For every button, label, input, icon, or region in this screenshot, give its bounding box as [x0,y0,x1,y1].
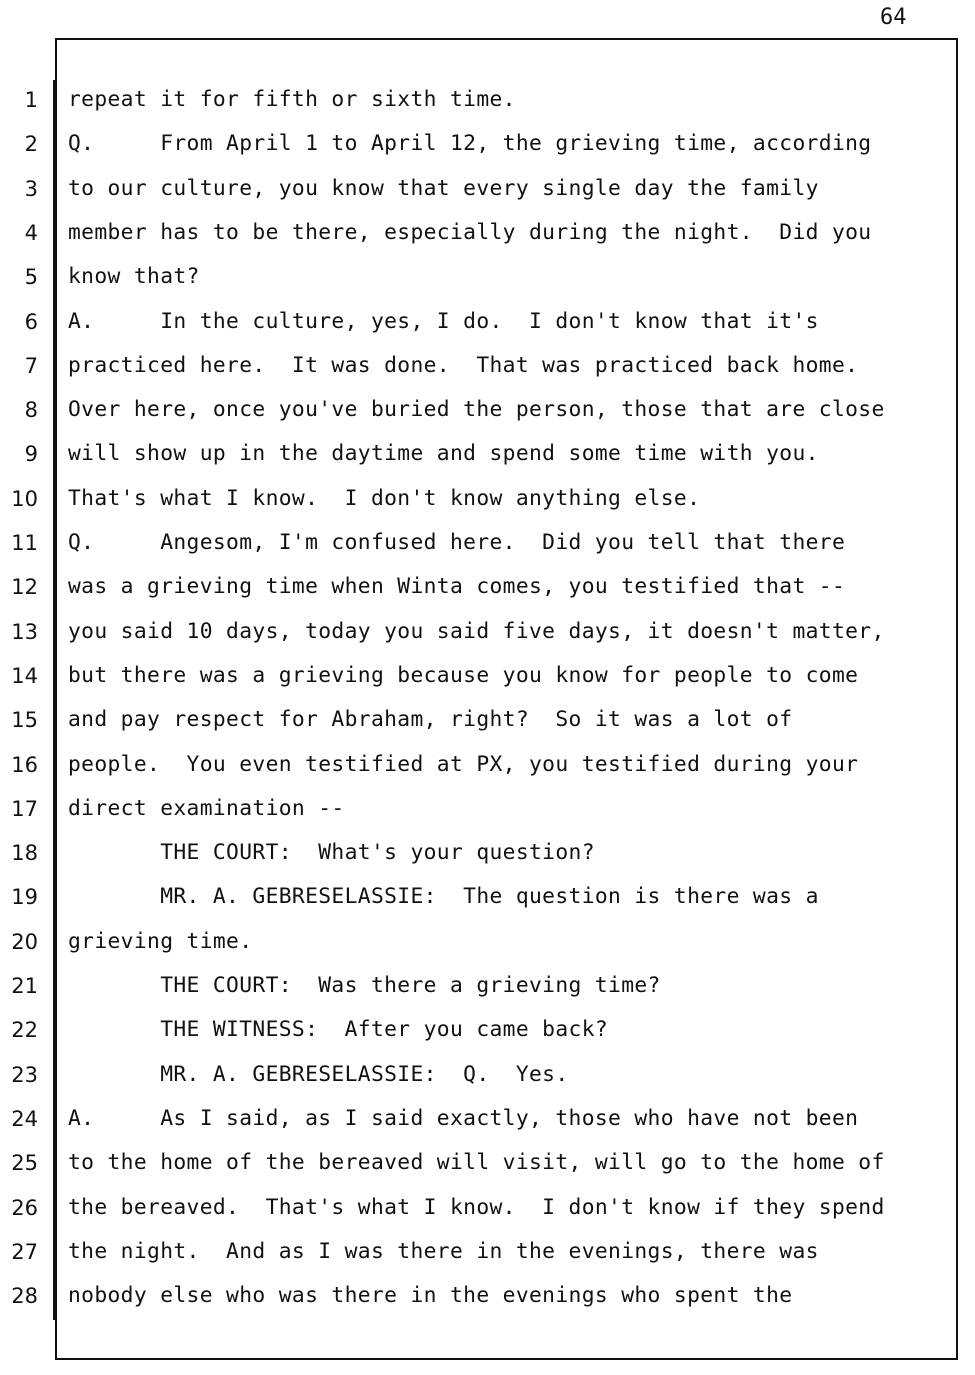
transcript-line [0,211,975,255]
line-number: 4 [24,220,38,245]
transcript-line [0,964,975,1008]
line-number: 27 [11,1239,38,1264]
line-number: 12 [11,575,38,600]
line-number: 2 [24,132,38,157]
line-number: 25 [11,1151,38,1176]
line-text: practiced here. It was done. That was practiced back home. [68,352,859,378]
line-text: Q. From April 1 to April 12, the grieving time, according [68,131,872,157]
line-text: A. In the culture, yes, I do. I don't know that it's [68,308,819,334]
transcript-line [0,875,975,919]
line-text: THE COURT: What's your question? [68,840,595,866]
transcript-line [0,920,975,964]
transcript-line [0,1141,975,1185]
line-text: MR. A. GEBRESELASSIE: The question is there was a [68,884,819,910]
line-text: nobody else who was there in the evenings who spent the [68,1283,793,1309]
line-number: 10 [11,486,38,511]
transcript-line [0,521,975,565]
line-number: 18 [11,841,38,866]
line-text: people. You even testified at PX, you testified during your [68,751,859,777]
transcript-line [0,255,975,299]
line-text: repeat it for fifth or sixth time. [68,87,516,112]
line-number: 28 [11,1284,38,1309]
transcript-line [0,565,975,609]
transcript-line [0,1008,975,1052]
transcript-line [0,1274,975,1318]
line-number: 6 [24,309,38,334]
transcript-line [0,432,975,476]
line-number: 20 [11,929,38,954]
line-number: 24 [11,1106,38,1131]
line-number: 19 [11,885,38,910]
line-text: but there was a grieving because you know for people to come [68,662,859,688]
transcript-line [0,122,975,166]
transcript-line [0,300,975,344]
line-text: the bereaved. That's what I know. I don't know if they spend [68,1194,885,1220]
line-number: 16 [11,752,38,777]
line-text: MR. A. GEBRESELASSIE: Q. Yes. [68,1061,569,1087]
transcript-line [0,654,975,698]
transcript-line [0,1097,975,1141]
line-text: member has to be there, especially during the night. Did you [68,219,872,245]
line-text: direct examination -- [68,795,345,821]
transcript-line [0,831,975,875]
line-text: That's what I know. I don't know anything else. [68,485,701,511]
line-number: 5 [24,265,38,290]
line-number: 26 [11,1195,38,1220]
line-number: 14 [11,663,38,688]
line-number: 3 [24,176,38,201]
line-number: 11 [11,531,38,555]
transcript-line [0,1053,975,1097]
line-number: 22 [11,1018,38,1043]
transcript-line [0,1186,975,1230]
line-number: 21 [11,974,38,998]
transcript-line [0,743,975,787]
line-text: THE COURT: Was there a grieving time? [68,973,661,998]
line-text: to the home of the bereaved will visit, will go to the home of [68,1150,885,1176]
line-text: THE WITNESS: After you came back? [68,1017,609,1043]
transcript-line [0,610,975,654]
transcript-line [0,344,975,388]
line-text: Over here, once you've buried the person, those that are close [68,397,885,423]
transcript-line [0,1230,975,1274]
line-number: 17 [11,796,38,821]
line-number: 23 [11,1062,38,1087]
page-number: 64 [880,5,907,30]
line-text: know that? [68,264,200,290]
line-text: Q. Angesom, I'm confused here. Did you tell that there [68,530,846,555]
line-text: you said 10 days, today you said five days, it doesn't matter, [68,618,885,644]
transcript-line [0,388,975,432]
line-number: 13 [11,619,38,644]
transcript-line [0,167,975,211]
line-text: A. As I said, as I said exactly, those who have not been [68,1105,859,1131]
line-number: 15 [11,708,38,733]
transcript-line [0,787,975,831]
line-number: 8 [24,398,38,423]
transcript-line [0,78,975,122]
line-text: to our culture, you know that every single day the family [68,175,819,201]
line-text: grieving time. [68,928,253,954]
line-text: will show up in the daytime and spend some time with you. [68,441,819,467]
line-text: and pay respect for Abraham, right? So it was a lot of [68,707,793,733]
line-number: 9 [24,442,38,467]
line-number: 1 [24,88,38,112]
line-text: was a grieving time when Winta comes, you testified that -- [68,574,846,600]
transcript-line [0,698,975,742]
line-text: the night. And as I was there in the evenings, there was [68,1238,819,1264]
line-number: 7 [24,353,38,378]
transcript-line [0,477,975,521]
